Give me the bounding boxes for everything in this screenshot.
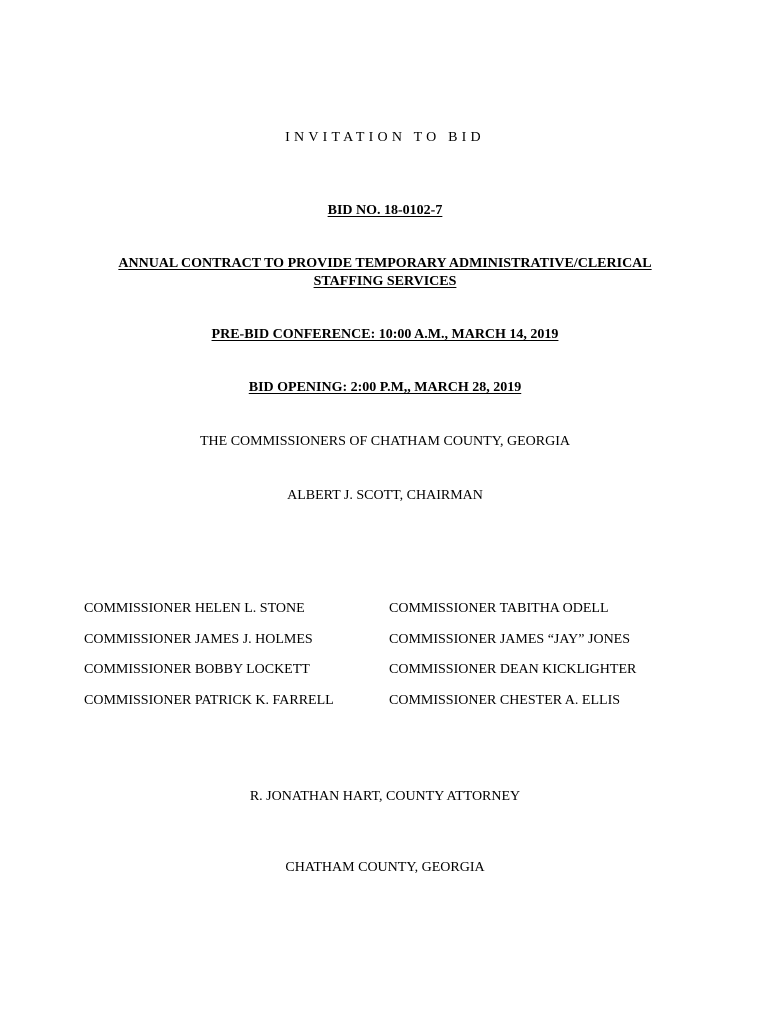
bid-number: BID NO. 18-0102-7 (327, 203, 443, 218)
commissioners-title: THE COMMISSIONERS OF CHATHAM COUNTY, GEORGIA (200, 434, 570, 449)
chairman: ALBERT J. SCOTT, CHAIRMAN (287, 488, 483, 503)
footer-county: CHATHAM COUNTY, GEORGIA (285, 860, 485, 875)
invitation-heading: INVITATION TO BID (285, 130, 485, 145)
commissioner-right: COMMISSIONER JAMES “JAY” JONES (389, 631, 631, 647)
commissioner-left: COMMISSIONER HELEN L. STONE (84, 601, 305, 616)
commissioner-row (84, 631, 704, 662)
prebid-conference: PRE-BID CONFERENCE: 10:00 A.M., MARCH 14, 2019 (211, 327, 559, 342)
bid-title-line-2: STAFFING SERVICES (313, 274, 457, 289)
commissioner-left: COMMISSIONER PATRICK K. FARRELL (84, 692, 334, 708)
bid-opening: BID OPENING: 2:00 P.M,, MARCH 28, 2019 (248, 380, 522, 395)
commissioner-left: COMMISSIONER JAMES J. HOLMES (84, 631, 313, 647)
commissioner-row (84, 692, 704, 723)
commissioner-right: COMMISSIONER CHESTER A. ELLIS (389, 692, 621, 708)
commissioners-list (84, 600, 704, 722)
commissioner-row (84, 600, 704, 631)
commissioner-right: COMMISSIONER TABITHA ODELL (389, 601, 609, 616)
commissioner-left: COMMISSIONER BOBBY LOCKETT (84, 662, 310, 677)
bid-title-line-1: ANNUAL CONTRACT TO PROVIDE TEMPORARY ADMINISTRATIVE/CLERICAL (118, 256, 652, 271)
county-attorney: R. JONATHAN HART, COUNTY ATTORNEY (249, 789, 521, 804)
commissioner-right: COMMISSIONER DEAN KICKLIGHTER (389, 662, 637, 677)
commissioner-row (84, 661, 704, 692)
